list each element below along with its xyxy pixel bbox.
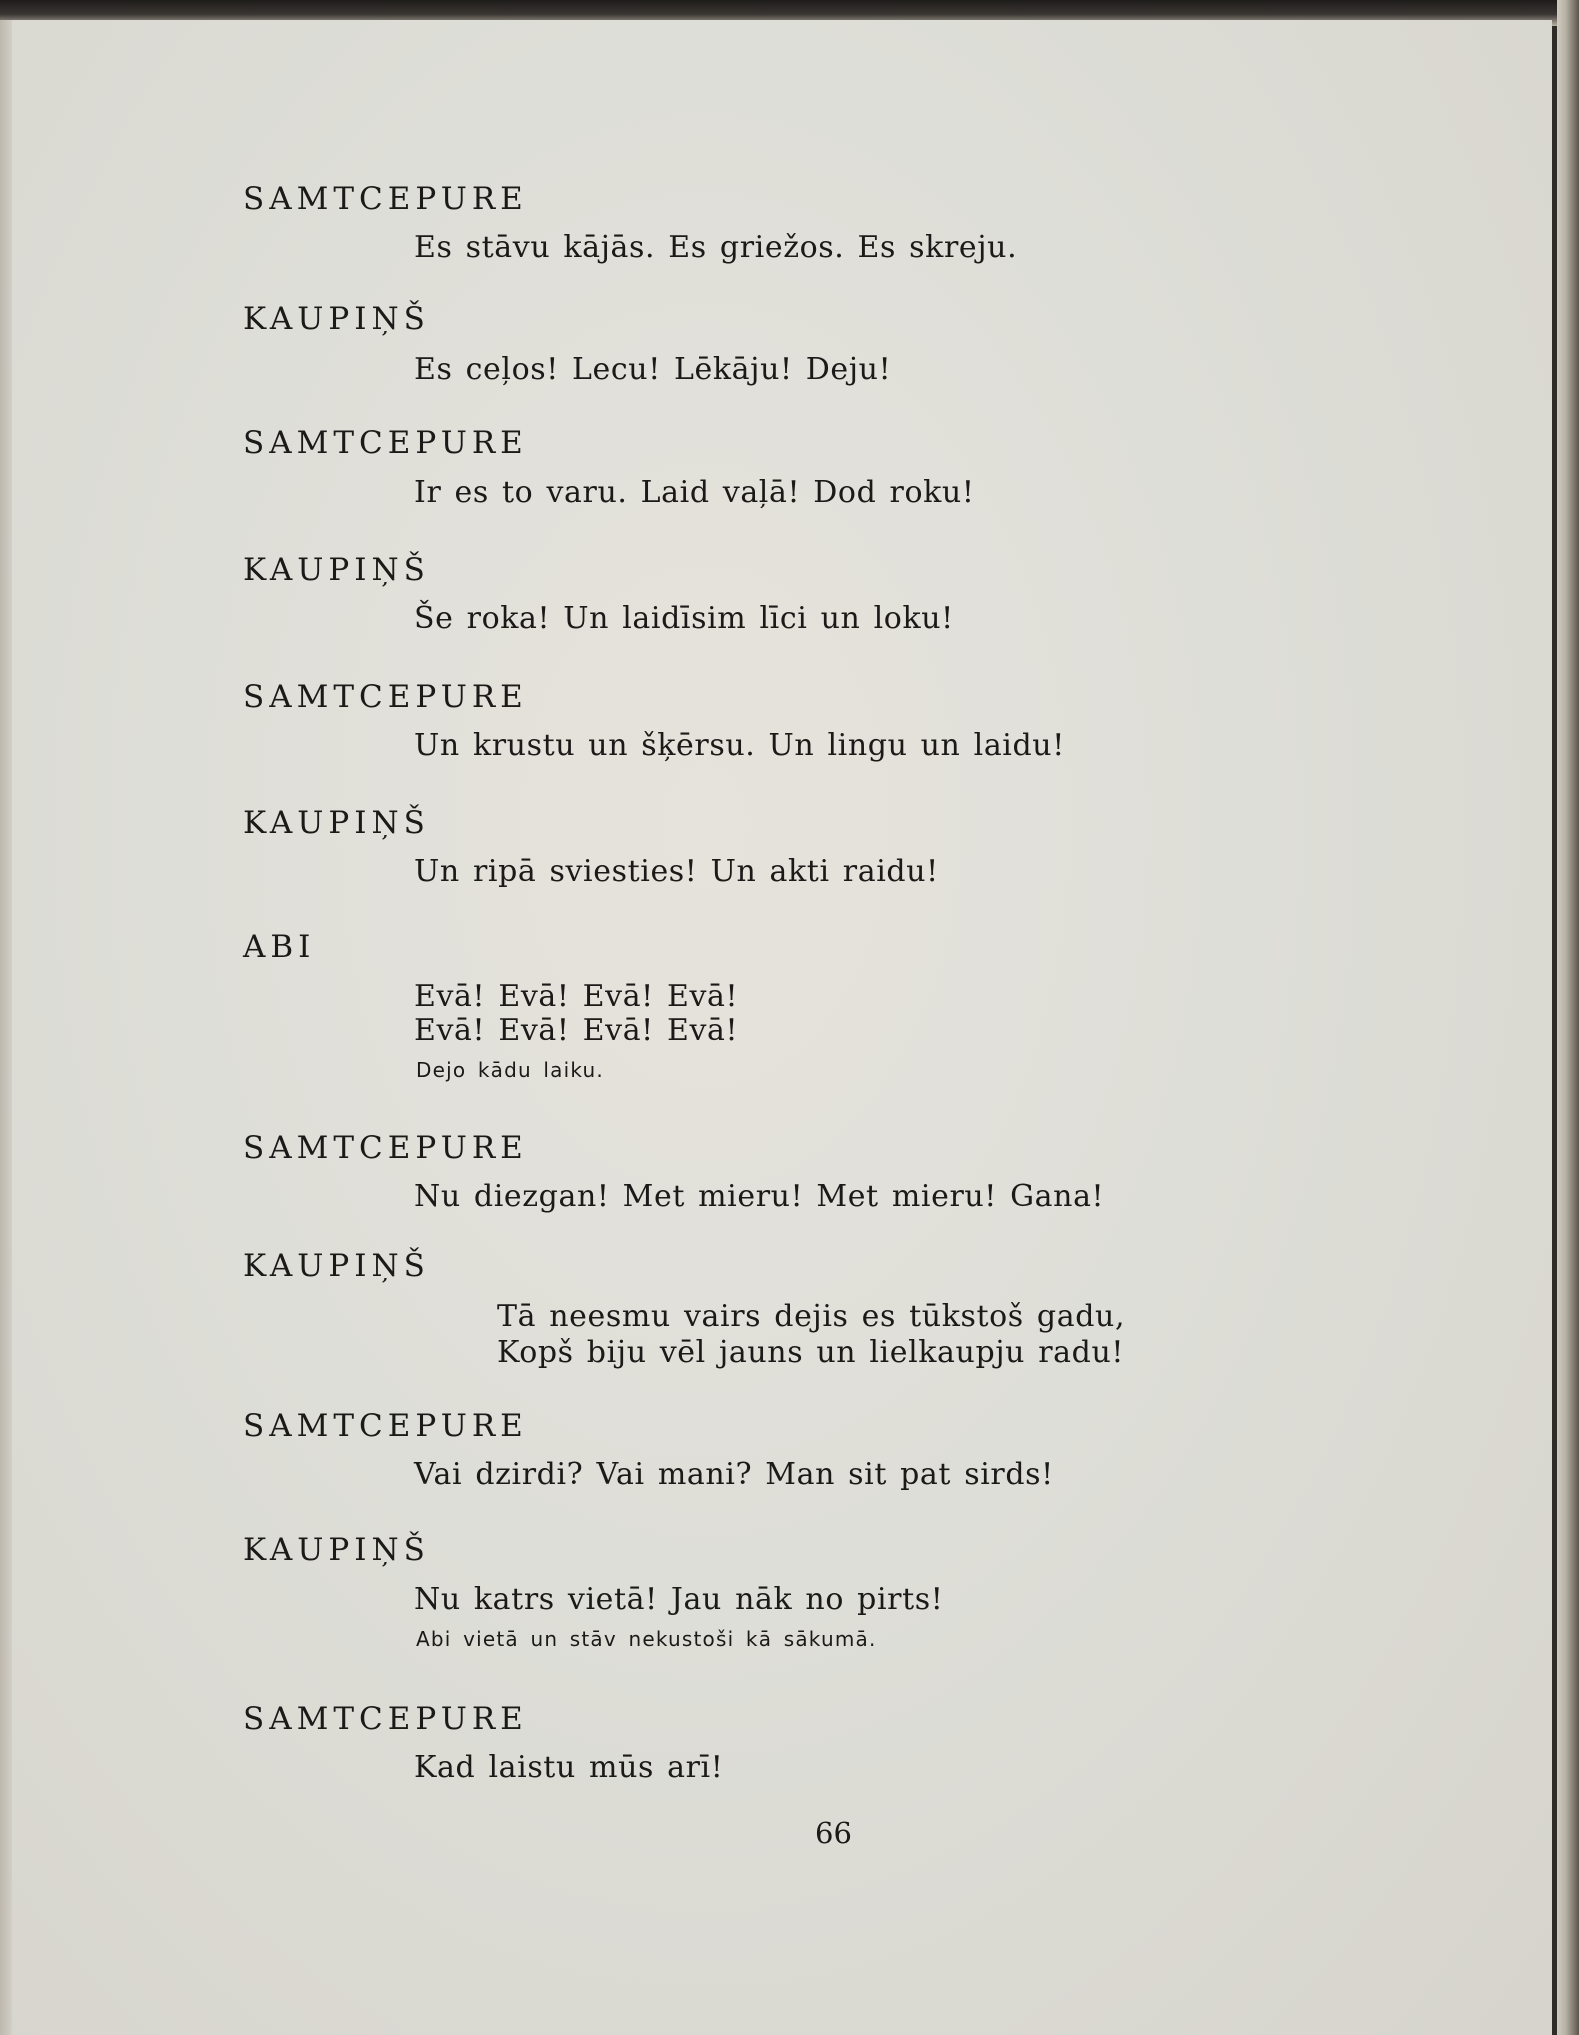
stage-direction: Dejo kādu laiku. xyxy=(416,1058,604,1082)
dialogue-line: Es ceļos! Lecu! Lēkāju! Deju! xyxy=(414,352,892,387)
dialogue-line: Ir es to varu. Laid vaļā! Dod roku! xyxy=(414,475,975,510)
speaker-name: SAMTCEPURE xyxy=(243,1701,528,1737)
dialogue-line: Nu diezgan! Met mieru! Met mieru! Gana! xyxy=(414,1179,1105,1214)
page-right-edge xyxy=(1557,0,1579,2035)
speaker-name: KAUPIŅŠ xyxy=(243,1532,430,1568)
dialogue-line: Un ripā sviesties! Un akti raidu! xyxy=(414,854,939,889)
dialogue-line: Še roka! Un laidīsim līci un loku! xyxy=(414,601,954,636)
speaker-name: KAUPIŅŠ xyxy=(243,301,430,337)
page-number: 66 xyxy=(815,1816,852,1850)
speaker-name: SAMTCEPURE xyxy=(243,679,528,715)
speaker-name: KAUPIŅŠ xyxy=(243,805,430,841)
dialogue-line: Tā neesmu vairs dejis es tūkstoš gadu, xyxy=(497,1299,1126,1334)
speaker-name: SAMTCEPURE xyxy=(243,425,528,461)
speaker-name: SAMTCEPURE xyxy=(243,181,528,217)
dialogue-line: Un krustu un šķērsu. Un lingu un laidu! xyxy=(414,728,1065,763)
page-left-edge xyxy=(0,20,12,2035)
stage-direction: Abi vietā un stāv nekustoši kā sākumā. xyxy=(416,1627,877,1651)
dialogue-line: Kopš biju vēl jauns un lielkaupju radu! xyxy=(497,1335,1125,1370)
dialogue-line: Nu katrs vietā! Jau nāk no pirts! xyxy=(414,1582,944,1617)
speaker-name: KAUPIŅŠ xyxy=(243,1248,430,1284)
dialogue-line: Es stāvu kājās. Es griežos. Es skreju. xyxy=(414,230,1018,265)
dialogue-line: Vai dzirdi? Vai mani? Man sit pat sirds! xyxy=(414,1457,1054,1492)
dialogue-line: Evā! Evā! Evā! Evā! xyxy=(414,1013,739,1048)
dialogue-line: Kad laistu mūs arī! xyxy=(414,1750,724,1785)
speaker-name: SAMTCEPURE xyxy=(243,1408,528,1444)
speaker-name: ABI xyxy=(243,929,316,965)
speaker-name: KAUPIŅŠ xyxy=(243,552,430,588)
speaker-name: SAMTCEPURE xyxy=(243,1130,528,1166)
dialogue-line: Evā! Evā! Evā! Evā! xyxy=(414,979,739,1014)
